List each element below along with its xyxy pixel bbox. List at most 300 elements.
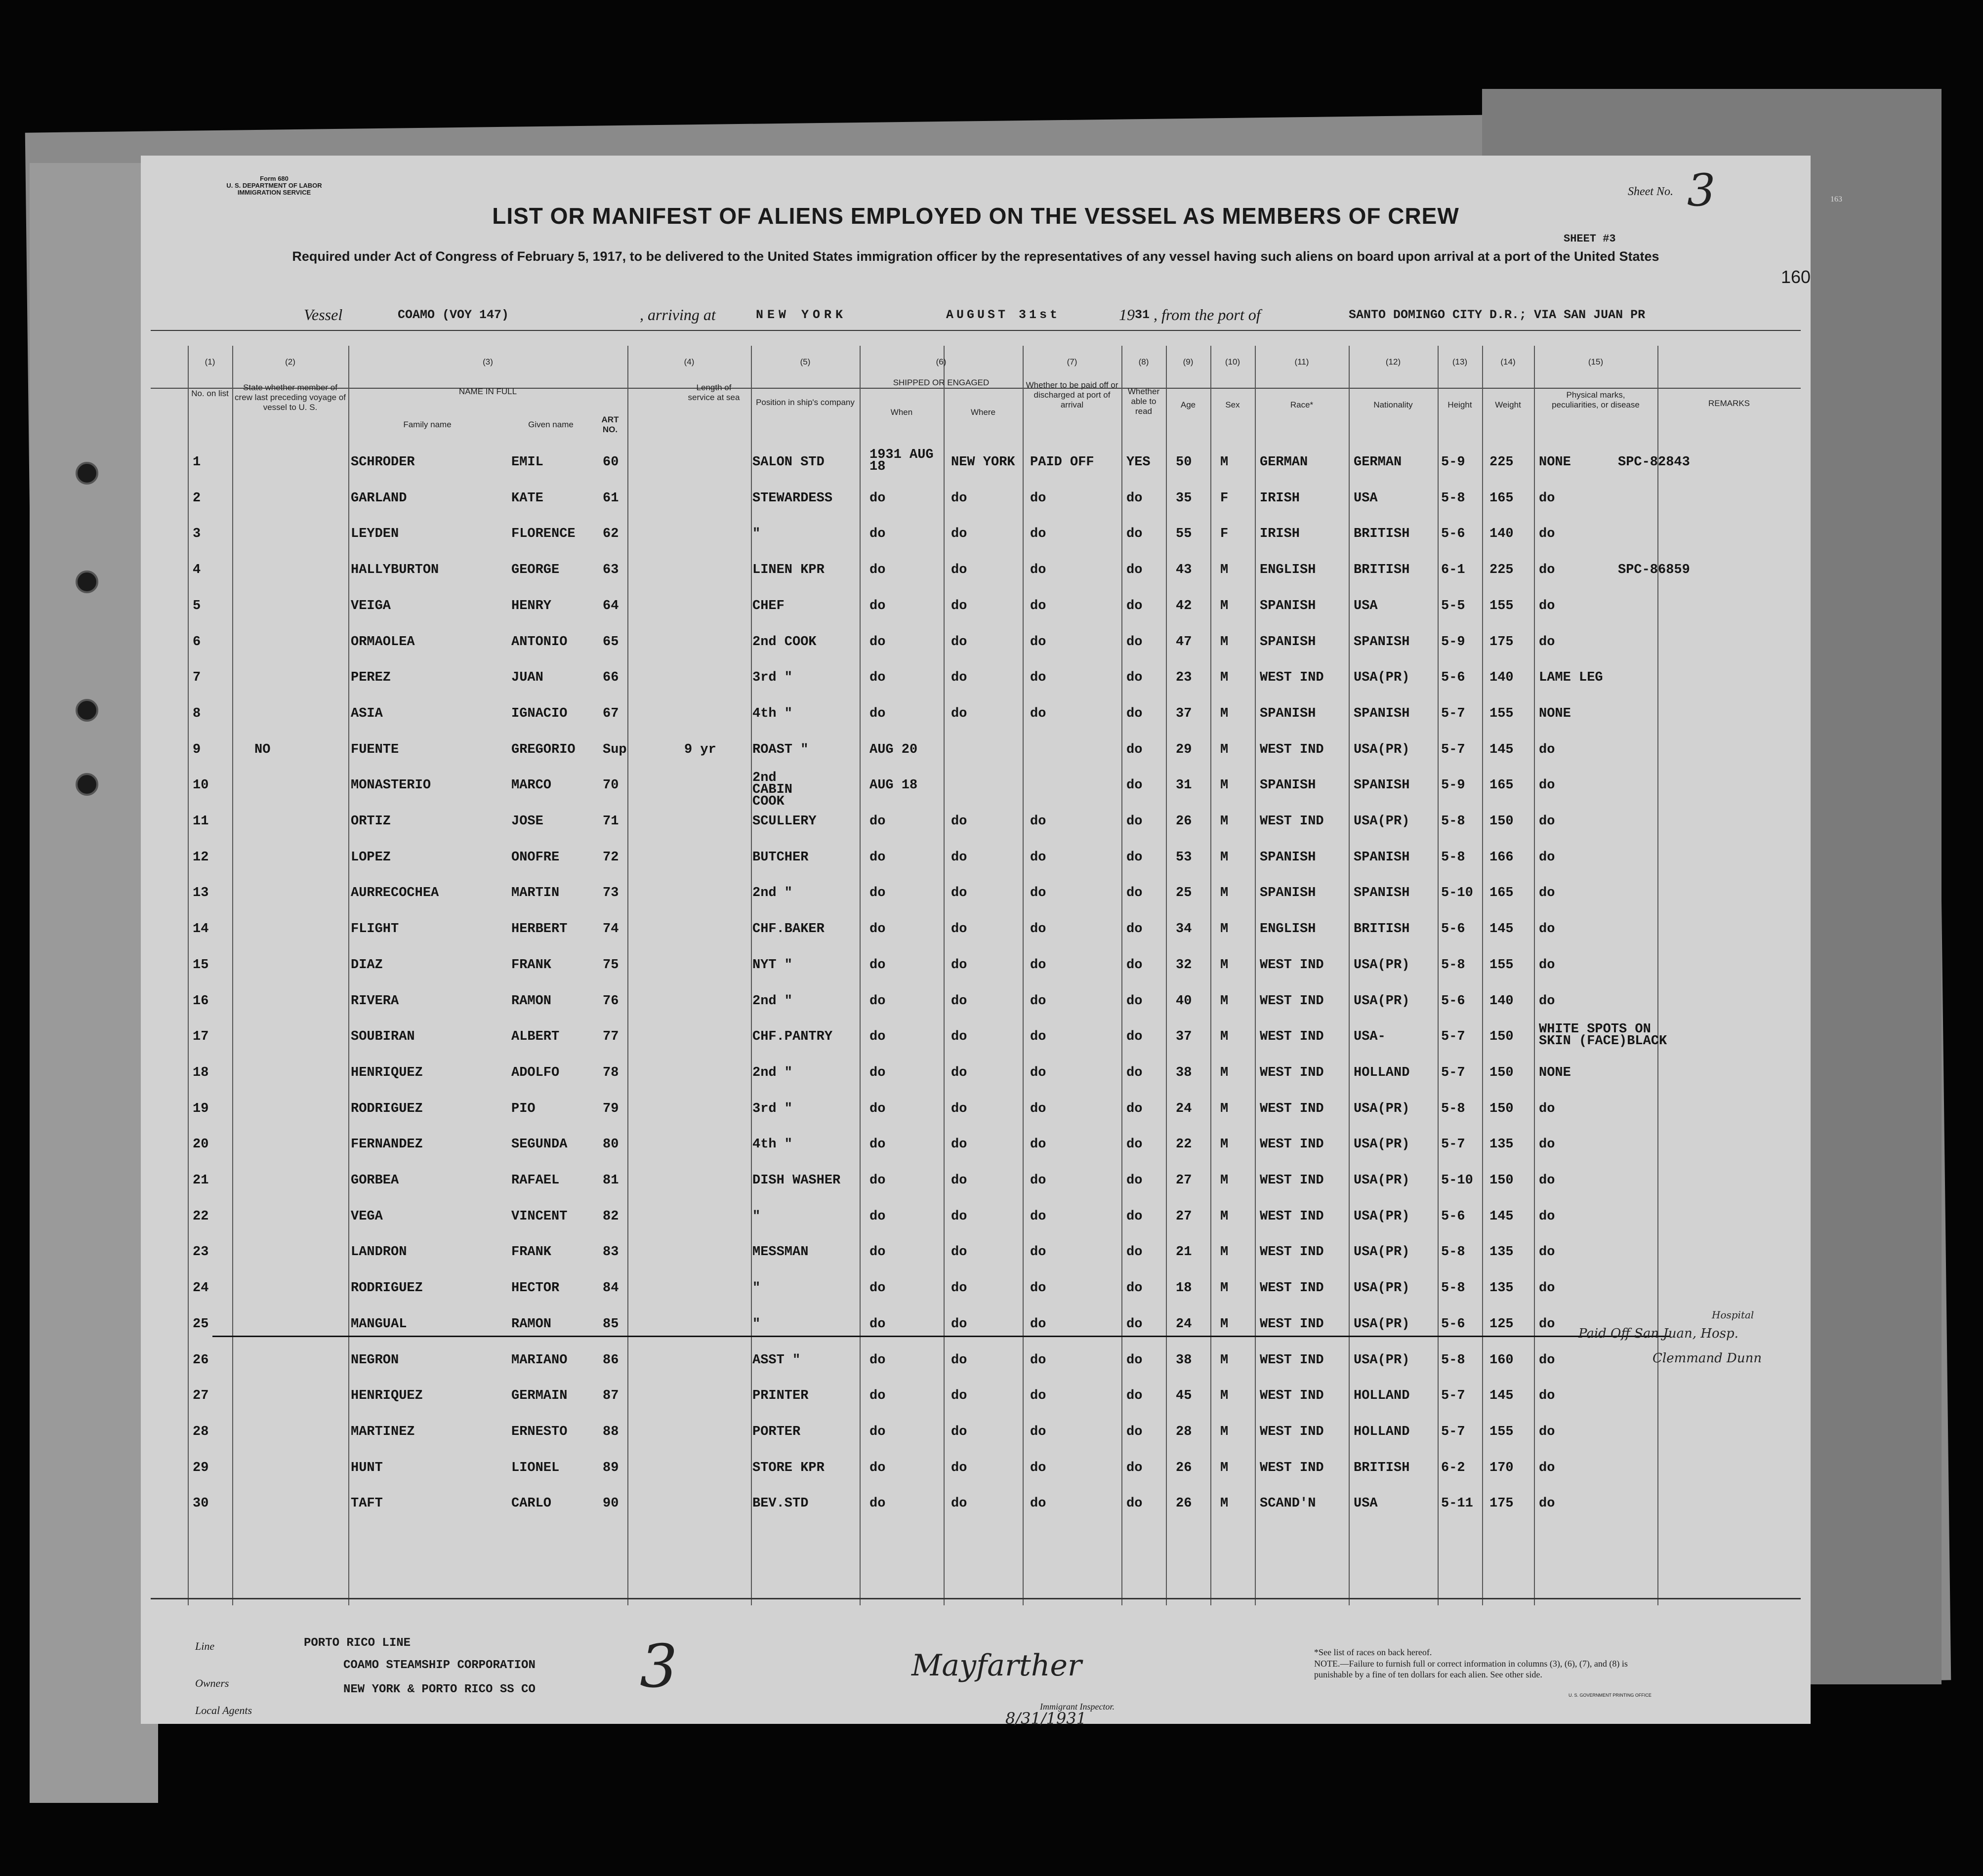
sex: M [1220, 957, 1229, 973]
table-row [141, 842, 1811, 878]
art-number: 83 [603, 1245, 619, 1260]
family-name: RODRIGUEZ [351, 1101, 423, 1116]
art-number: 72 [603, 850, 619, 865]
physical-marks: do [1539, 778, 1555, 793]
family-name: MARTINEZ [351, 1424, 415, 1439]
paid-off: do [1030, 490, 1046, 506]
position: STEWARDESS [752, 490, 833, 506]
able-to-read: do [1126, 598, 1143, 613]
paid-off: do [1030, 850, 1046, 865]
col-3-label: NAME IN FULL [458, 387, 517, 396]
nationality: USA(PR) [1354, 1173, 1410, 1188]
family-name: SCHRODER [351, 455, 415, 470]
race: WEST IND [1260, 1173, 1324, 1188]
physical-marks: NONE [1539, 455, 1571, 470]
weight: 135 [1489, 1281, 1514, 1296]
shipped-where: do [951, 563, 967, 578]
position: LINEN KPR [752, 563, 825, 578]
row-number: 14 [193, 922, 209, 937]
height: 5-6 [1441, 1209, 1465, 1224]
art-number: 60 [603, 455, 619, 470]
art-number: 85 [603, 1316, 619, 1332]
age: 27 [1176, 1209, 1192, 1224]
given-name: PIO [511, 1101, 536, 1116]
art-number: 82 [603, 1209, 619, 1224]
physical-marks: do [1539, 563, 1555, 578]
nationality: USA(PR) [1354, 814, 1410, 829]
sex: M [1220, 1029, 1229, 1045]
physical-marks: do [1539, 1281, 1555, 1296]
position: 2nd " [752, 993, 793, 1009]
race: SPANISH [1260, 706, 1316, 721]
sheet-stamp: SHEET #3 [1564, 233, 1616, 245]
art-number: 79 [603, 1101, 619, 1116]
nationality: USA- [1354, 1029, 1386, 1045]
table-row [141, 1488, 1811, 1524]
race: WEST IND [1260, 1137, 1324, 1152]
paid-off: do [1030, 598, 1046, 613]
able-to-read: do [1126, 1460, 1143, 1475]
row-number: 11 [193, 814, 209, 829]
col-9-num: (9) [1183, 357, 1194, 367]
able-to-read: do [1126, 1029, 1143, 1045]
physical-marks: do [1539, 850, 1555, 865]
family-name: GARLAND [351, 490, 407, 506]
remarks: SPC-86859 [1618, 563, 1690, 578]
height: 5-8 [1441, 1245, 1465, 1260]
given-name: EMIL [511, 455, 543, 470]
col-6-label: SHIPPED OR ENGAGED [893, 378, 990, 387]
shipped-when: do [869, 598, 886, 613]
penalty-note: NOTE.—Failure to furnish full or correct information in columns (3), (6), (7), and (8) is punishable by a fine of ten dollars for each alien. See other side. [1314, 1659, 1628, 1679]
sex: M [1220, 1388, 1229, 1404]
row-number: 17 [193, 1029, 209, 1045]
physical-marks: do [1539, 1424, 1555, 1439]
physical-marks: do [1539, 1316, 1555, 1332]
art-number: 78 [603, 1065, 619, 1080]
nationality: HOLLAND [1354, 1065, 1410, 1080]
height: 5-8 [1441, 1352, 1465, 1368]
physical-marks: do [1539, 490, 1555, 506]
sex: M [1220, 670, 1229, 686]
height: 5-9 [1441, 634, 1465, 650]
nationality: GERMAN [1354, 455, 1402, 470]
position: 2nd COOK [752, 634, 817, 650]
height: 5-8 [1441, 957, 1465, 973]
able-to-read: do [1126, 814, 1143, 829]
row-number: 24 [193, 1281, 209, 1296]
age: 40 [1176, 993, 1192, 1009]
physical-marks: WHITE SPOTS ON SKIN (FACE)BLACK [1539, 1022, 1667, 1049]
form-department-block [215, 175, 333, 196]
nationality: HOLLAND [1354, 1424, 1410, 1439]
weight: 175 [1489, 1496, 1514, 1511]
height: 5-8 [1441, 1101, 1465, 1116]
physical-marks: do [1539, 634, 1555, 650]
table-row [141, 447, 1811, 483]
row-number: 7 [193, 670, 201, 686]
art-number: 90 [603, 1496, 619, 1511]
physical-marks: do [1539, 886, 1555, 901]
binder-hole [76, 571, 98, 593]
manifest-sheet [141, 156, 1842, 1728]
sex: M [1220, 886, 1229, 901]
race: SPANISH [1260, 634, 1316, 650]
paid-off: do [1030, 1029, 1046, 1045]
physical-marks: do [1539, 922, 1555, 937]
physical-marks: do [1539, 993, 1555, 1009]
age: 53 [1176, 850, 1192, 865]
age: 29 [1176, 742, 1192, 757]
paid-off: PAID OFF [1030, 455, 1094, 470]
race: SPANISH [1260, 886, 1316, 901]
sex: M [1220, 1245, 1229, 1260]
able-to-read: do [1126, 634, 1143, 650]
inspector-date: 8/31/1931 [1005, 1709, 1087, 1728]
sex: M [1220, 778, 1229, 793]
col-3-family: Family name [403, 420, 452, 429]
nationality: SPANISH [1354, 850, 1410, 865]
row-25-annotation-3: Clemmand Dunn [1652, 1351, 1762, 1366]
page-subtitle: Required under Act of Congress of February 5, 1917, to be delivered to the United States immigration officer by the representatives of any vessel having such aliens on board upon arrival at a port of the United States [292, 249, 1659, 264]
shipped-where: do [951, 1173, 967, 1188]
weight: 140 [1489, 670, 1514, 686]
sex: M [1220, 563, 1229, 578]
weight: 145 [1489, 922, 1514, 937]
shipped-where: do [951, 670, 967, 686]
vessel-name: COAMO (VOY 147) [398, 308, 509, 322]
line-value: PORTO RICO LINE [304, 1636, 411, 1650]
family-name: HENRIQUEZ [351, 1065, 423, 1080]
paid-off: do [1030, 670, 1046, 686]
weight: 170 [1489, 1460, 1514, 1475]
family-name: NEGRON [351, 1352, 399, 1368]
col-3-art: ART NO. [601, 415, 619, 434]
height: 5-7 [1441, 1029, 1465, 1045]
row-number: 30 [193, 1496, 209, 1511]
given-name: CARLO [511, 1496, 552, 1511]
page-title: LIST OR MANIFEST OF ALIENS EMPLOYED ON THE VESSEL AS MEMBERS OF CREW [492, 203, 1459, 229]
paid-off: do [1030, 1101, 1046, 1116]
sex: M [1220, 993, 1229, 1009]
given-name: KATE [511, 490, 543, 506]
row-number: 4 [193, 563, 201, 578]
position: " [752, 1209, 761, 1224]
able-to-read: do [1126, 563, 1143, 578]
sex: M [1220, 1316, 1229, 1332]
age: 34 [1176, 922, 1192, 937]
weight: 165 [1489, 778, 1514, 793]
paid-off: do [1030, 1424, 1046, 1439]
shipped-when: do [869, 490, 886, 506]
art-number: 61 [603, 490, 619, 506]
race: IRISH [1260, 490, 1300, 506]
row-number: 25 [193, 1316, 209, 1332]
shipped-where: do [951, 1352, 967, 1368]
row-number: 18 [193, 1065, 209, 1080]
given-name: HENRY [511, 598, 552, 613]
art-number: 71 [603, 814, 619, 829]
art-number: 62 [603, 527, 619, 542]
weight: 160 [1489, 1352, 1514, 1368]
age: 18 [1176, 1281, 1192, 1296]
paid-off: do [1030, 1496, 1046, 1511]
race: WEST IND [1260, 1245, 1324, 1260]
art-number: 64 [603, 598, 619, 613]
position: CHF.BAKER [752, 922, 825, 937]
art-number: 81 [603, 1173, 619, 1188]
weight: 165 [1489, 490, 1514, 506]
position: BEV.STD [752, 1496, 809, 1511]
age: 24 [1176, 1316, 1192, 1332]
sex: M [1220, 742, 1229, 757]
height: 5-7 [1441, 1065, 1465, 1080]
given-name: HECTOR [511, 1281, 560, 1296]
col-10-label: Sex [1225, 400, 1240, 409]
height: 5-7 [1441, 706, 1465, 721]
shipped-when: do [869, 1496, 886, 1511]
table-row [141, 914, 1811, 949]
race: WEST IND [1260, 1424, 1324, 1439]
shipped-when: do [869, 1209, 886, 1224]
nationality: SPANISH [1354, 778, 1410, 793]
col-1-label: No. on list [191, 389, 229, 398]
from-label: , from the port of [1154, 306, 1261, 324]
table-row [141, 1417, 1811, 1452]
col-5-num: (5) [800, 357, 811, 367]
family-name: LOPEZ [351, 850, 391, 865]
prev-voyage: NO [254, 742, 271, 757]
height: 5-7 [1441, 1137, 1465, 1152]
position: ASST " [752, 1352, 801, 1368]
departure-port: SANTO DOMINGO CITY D.R.; VIA SAN JUAN PR [1349, 308, 1646, 322]
table-row [141, 698, 1811, 734]
row-number: 2 [193, 490, 201, 506]
length-of-service: 9 yr [684, 742, 716, 757]
shipped-where: do [951, 1065, 967, 1080]
family-name: PEREZ [351, 670, 391, 686]
paid-off: do [1030, 1388, 1046, 1404]
col-12-num: (12) [1385, 357, 1401, 367]
sex: M [1220, 1137, 1229, 1152]
col-8-label: Whether able to read [1127, 387, 1160, 416]
sex: M [1220, 1460, 1229, 1475]
able-to-read: do [1126, 742, 1143, 757]
binder-hole [76, 773, 98, 796]
department-name: U. S. DEPARTMENT OF LABOR [226, 182, 322, 189]
paid-off: do [1030, 1173, 1046, 1188]
nationality: USA [1354, 490, 1378, 506]
family-name: ORMAOLEA [351, 634, 415, 650]
race: SPANISH [1260, 778, 1316, 793]
weight: 125 [1489, 1316, 1514, 1332]
weight: 140 [1489, 527, 1514, 542]
age: 24 [1176, 1101, 1192, 1116]
col-remarks-label: REMARKS [1708, 399, 1750, 408]
shipped-where: do [951, 993, 967, 1009]
weight: 140 [1489, 993, 1514, 1009]
age: 23 [1176, 670, 1192, 686]
weight: 155 [1489, 706, 1514, 721]
family-name: HENRIQUEZ [351, 1388, 423, 1404]
weight: 165 [1489, 886, 1514, 901]
weight: 175 [1489, 634, 1514, 650]
shipped-when: do [869, 886, 886, 901]
race: WEST IND [1260, 1460, 1324, 1475]
row-number: 9 [193, 742, 201, 757]
table-row [141, 1237, 1811, 1272]
given-name: ADOLFO [511, 1065, 560, 1080]
nationality: SPANISH [1354, 886, 1410, 901]
art-number: 76 [603, 993, 619, 1009]
paid-off: do [1030, 527, 1046, 542]
race: SPANISH [1260, 598, 1316, 613]
shipped-where: do [951, 1460, 967, 1475]
able-to-read: do [1126, 886, 1143, 901]
col-4-num: (4) [684, 357, 695, 367]
row-number: 29 [193, 1460, 209, 1475]
weight: 155 [1489, 1424, 1514, 1439]
paid-off: do [1030, 922, 1046, 937]
nationality: BRITISH [1354, 527, 1410, 542]
form-number: Form 680 [260, 175, 289, 182]
height: 5-7 [1441, 742, 1465, 757]
sex: M [1220, 1173, 1229, 1188]
position: SALON STD [752, 455, 825, 470]
age: 55 [1176, 527, 1192, 542]
position: ROAST " [752, 742, 809, 757]
physical-marks: do [1539, 1496, 1555, 1511]
age: 26 [1176, 1496, 1192, 1511]
position: 3rd " [752, 670, 793, 686]
shipped-when: do [869, 527, 886, 542]
shipped-where: do [951, 1424, 967, 1439]
shipped-when: do [869, 1281, 886, 1296]
able-to-read: do [1126, 670, 1143, 686]
nationality: USA(PR) [1354, 957, 1410, 973]
paid-off: do [1030, 1137, 1046, 1152]
height: 5-11 [1441, 1496, 1473, 1511]
paid-off: do [1030, 1065, 1046, 1080]
age: 22 [1176, 1137, 1192, 1152]
footer-rule [151, 1598, 1801, 1599]
col-10-num: (10) [1225, 357, 1240, 367]
age: 26 [1176, 814, 1192, 829]
race: SPANISH [1260, 850, 1316, 865]
shipped-when: do [869, 922, 886, 937]
row-number: 16 [193, 993, 209, 1009]
col-3-num: (3) [483, 357, 493, 367]
sex: M [1220, 850, 1229, 865]
physical-marks: do [1539, 1173, 1555, 1188]
position: PORTER [752, 1424, 801, 1439]
art-number: 73 [603, 886, 619, 901]
nationality: SPANISH [1354, 634, 1410, 650]
able-to-read: do [1126, 1065, 1143, 1080]
height: 5-8 [1441, 490, 1465, 506]
given-name: GEORGE [511, 563, 560, 578]
nationality: USA(PR) [1354, 1316, 1410, 1332]
art-number: 80 [603, 1137, 619, 1152]
page-stamp-160: 160 [1781, 267, 1811, 287]
nationality: USA(PR) [1354, 1245, 1410, 1260]
agents-label: Local Agents [195, 1704, 252, 1716]
row-number: 23 [193, 1245, 209, 1260]
shipped-where: NEW YORK [951, 455, 1015, 470]
physical-marks: do [1539, 1388, 1555, 1404]
family-name: HUNT [351, 1460, 383, 1475]
family-name: AURRECOCHEA [351, 886, 439, 901]
given-name: JUAN [511, 670, 543, 686]
shipped-where: do [951, 886, 967, 901]
age: 27 [1176, 1173, 1192, 1188]
height: 5-8 [1441, 1281, 1465, 1296]
age: 31 [1176, 778, 1192, 793]
age: 32 [1176, 957, 1192, 973]
col-2-num: (2) [285, 357, 295, 367]
position: CHEF [752, 598, 785, 613]
age: 38 [1176, 1352, 1192, 1368]
given-name: ONOFRE [511, 850, 560, 865]
able-to-read: do [1126, 778, 1143, 793]
sex: M [1220, 598, 1229, 613]
row-number: 5 [193, 598, 201, 613]
position: 3rd " [752, 1101, 793, 1116]
position: MESSMAN [752, 1245, 809, 1260]
table-row [141, 1345, 1811, 1381]
shipped-when: do [869, 1460, 886, 1475]
table-row [141, 1273, 1811, 1308]
nationality: BRITISH [1354, 922, 1410, 937]
shipped-when: do [869, 1029, 886, 1045]
sex: M [1220, 1424, 1229, 1439]
owners-label: Owners [195, 1677, 229, 1689]
arrival-port: NEW YORK [756, 308, 847, 322]
given-name: ALBERT [511, 1029, 560, 1045]
given-name: IGNACIO [511, 706, 568, 721]
physical-marks: do [1539, 1245, 1555, 1260]
able-to-read: do [1126, 993, 1143, 1009]
shipped-where: do [951, 706, 967, 721]
physical-marks: do [1539, 957, 1555, 973]
header-rule [151, 330, 1801, 331]
family-name: VEGA [351, 1209, 383, 1224]
weight: 150 [1489, 1029, 1514, 1045]
shipped-when: AUG 18 [869, 778, 918, 793]
col-4-label: Length of service at sea [688, 383, 740, 402]
given-name: HERBERT [511, 922, 568, 937]
nationality: USA(PR) [1354, 670, 1410, 686]
sex: M [1220, 922, 1229, 937]
owners-value: COAMO STEAMSHIP CORPORATION [343, 1659, 536, 1672]
physical-marks: do [1539, 1352, 1555, 1368]
table-row [141, 878, 1811, 913]
position: STORE KPR [752, 1460, 825, 1475]
family-name: RIVERA [351, 993, 399, 1009]
height: 5-7 [1441, 1388, 1465, 1404]
col-2-label: State whether member of crew last preceding voyage of vessel to U. S. [235, 383, 346, 412]
col-11-num: (11) [1294, 357, 1309, 367]
race: WEST IND [1260, 1029, 1324, 1045]
row-number: 6 [193, 634, 201, 650]
sex: F [1220, 527, 1229, 542]
art-number: 86 [603, 1352, 619, 1368]
paid-off: do [1030, 1245, 1046, 1260]
position: " [752, 1281, 761, 1296]
position: " [752, 527, 761, 542]
paid-off: do [1030, 1316, 1046, 1332]
weight: 166 [1489, 850, 1514, 865]
